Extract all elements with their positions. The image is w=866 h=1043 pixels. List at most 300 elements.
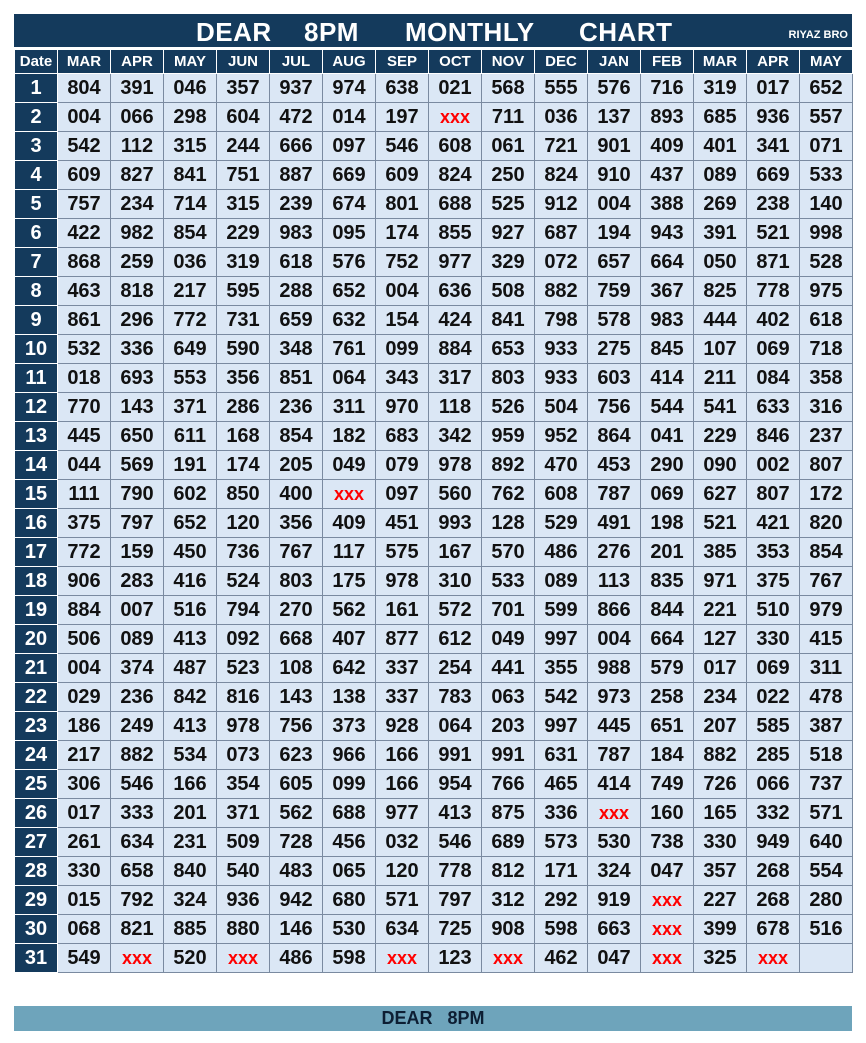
result-cell: 841: [164, 161, 217, 190]
table-row: [15, 190, 853, 219]
table-row: [15, 770, 853, 799]
result-cell: 021: [429, 74, 482, 103]
result-cell: 618: [270, 248, 323, 277]
result-cell: 756: [270, 712, 323, 741]
result-cell: 065: [323, 857, 376, 886]
result-cell: 324: [164, 886, 217, 915]
result-cell: 337: [376, 654, 429, 683]
result-cell: 388: [641, 190, 694, 219]
result-cell: 997: [535, 625, 588, 654]
result-cell: 254: [429, 654, 482, 683]
result-cell: 820: [800, 509, 853, 538]
month-column-header: FEB: [641, 50, 694, 74]
table-row: [15, 277, 853, 306]
date-cell: 15: [15, 480, 58, 509]
result-cell: 441: [482, 654, 535, 683]
result-cell: 445: [588, 712, 641, 741]
result-cell: 414: [588, 770, 641, 799]
result-cell: 803: [482, 364, 535, 393]
result-cell: 330: [747, 625, 800, 654]
result-cell: 663: [588, 915, 641, 944]
result-cell: 486: [270, 944, 323, 973]
missing-result-cell: xxx: [482, 944, 535, 973]
table-row: [15, 451, 853, 480]
result-cell: 348: [270, 335, 323, 364]
result-cell: 143: [270, 683, 323, 712]
result-cell: 238: [747, 190, 800, 219]
result-cell: 974: [323, 74, 376, 103]
result-cell: 919: [588, 886, 641, 915]
month-column-header: SEP: [376, 50, 429, 74]
result-cell: 726: [694, 770, 747, 799]
result-cell: 399: [694, 915, 747, 944]
result-cell: 871: [747, 248, 800, 277]
result-cell: 841: [482, 306, 535, 335]
result-cell: 002: [747, 451, 800, 480]
result-cell: 714: [164, 190, 217, 219]
result-cell: 652: [323, 277, 376, 306]
result-cell: 099: [376, 335, 429, 364]
result-cell: 666: [270, 132, 323, 161]
result-cell: 069: [747, 654, 800, 683]
result-cell: 022: [747, 683, 800, 712]
result-cell: 887: [270, 161, 323, 190]
result-cell: 882: [535, 277, 588, 306]
missing-result-cell: xxx: [111, 944, 164, 973]
result-cell: 542: [535, 683, 588, 712]
result-cell: 269: [694, 190, 747, 219]
result-cell: 166: [376, 741, 429, 770]
result-cell: 688: [429, 190, 482, 219]
table-row: [15, 596, 853, 625]
result-cell: 041: [641, 422, 694, 451]
month-column-header: MAR: [58, 50, 111, 74]
date-cell: 23: [15, 712, 58, 741]
month-column-header: DEC: [535, 50, 588, 74]
result-cell: 234: [694, 683, 747, 712]
result-cell: 728: [270, 828, 323, 857]
result-cell: 516: [164, 596, 217, 625]
result-cell: 928: [376, 712, 429, 741]
result-cell: 687: [535, 219, 588, 248]
result-cell: 231: [164, 828, 217, 857]
result-cell: 317: [429, 364, 482, 393]
result-cell: 357: [217, 74, 270, 103]
result-cell: 794: [217, 596, 270, 625]
result-cell: 089: [694, 161, 747, 190]
result-cell: 821: [111, 915, 164, 944]
result-cell: 400: [270, 480, 323, 509]
table-row: [15, 567, 853, 596]
month-column-header: OCT: [429, 50, 482, 74]
table-row: [15, 132, 853, 161]
result-cell: 332: [747, 799, 800, 828]
result-cell: 462: [535, 944, 588, 973]
result-cell: 598: [535, 915, 588, 944]
result-cell: 840: [164, 857, 217, 886]
result-cell: 664: [641, 248, 694, 277]
result-cell: 970: [376, 393, 429, 422]
result-cell: 818: [111, 277, 164, 306]
result-cell: 064: [429, 712, 482, 741]
result-cell: 766: [482, 770, 535, 799]
result-cell: 752: [376, 248, 429, 277]
result-cell: 413: [164, 712, 217, 741]
result-cell: 952: [535, 422, 588, 451]
result-cell: 407: [323, 625, 376, 654]
result-cell: 229: [694, 422, 747, 451]
result-cell: 659: [270, 306, 323, 335]
date-cell: 13: [15, 422, 58, 451]
result-cell: 046: [164, 74, 217, 103]
result-cell: 414: [641, 364, 694, 393]
result-cell: 966: [323, 741, 376, 770]
date-cell: 1: [15, 74, 58, 103]
result-cell: 356: [217, 364, 270, 393]
result-cell: 113: [588, 567, 641, 596]
result-cell: 146: [270, 915, 323, 944]
result-cell: 236: [270, 393, 323, 422]
chart-frame: [14, 14, 852, 1032]
table-row: [15, 480, 853, 509]
result-cell: 555: [535, 74, 588, 103]
date-cell: 3: [15, 132, 58, 161]
result-cell: 079: [376, 451, 429, 480]
footer-bar: DEAR 8PM: [14, 1006, 852, 1031]
result-cell: 032: [376, 828, 429, 857]
result-cell: 797: [111, 509, 164, 538]
result-cell: 508: [482, 277, 535, 306]
result-cell: 751: [217, 161, 270, 190]
result-cell: 825: [694, 277, 747, 306]
result-cell: 450: [164, 538, 217, 567]
result-cell: 557: [800, 103, 853, 132]
result-cell: 154: [376, 306, 429, 335]
result-cell: 772: [58, 538, 111, 567]
result-cell: 678: [747, 915, 800, 944]
result-cell: 636: [429, 277, 482, 306]
result-cell: 123: [429, 944, 482, 973]
missing-result-cell: xxx: [641, 886, 694, 915]
result-cell: 201: [641, 538, 694, 567]
result-cell: 787: [588, 741, 641, 770]
result-cell: 456: [323, 828, 376, 857]
date-cell: 26: [15, 799, 58, 828]
month-column-header: JAN: [588, 50, 641, 74]
result-cell: 333: [111, 799, 164, 828]
result-cell: 470: [535, 451, 588, 480]
result-cell: 767: [270, 538, 323, 567]
result-cell: 884: [429, 335, 482, 364]
result-cell: 049: [482, 625, 535, 654]
result-cell: 770: [58, 393, 111, 422]
result-cell: 159: [111, 538, 164, 567]
result-cell: 004: [588, 625, 641, 654]
result-cell: 854: [800, 538, 853, 567]
result-cell: 885: [164, 915, 217, 944]
result-cell: 855: [429, 219, 482, 248]
result-cell: 572: [429, 596, 482, 625]
result-cell: 249: [111, 712, 164, 741]
result-cell: 316: [800, 393, 853, 422]
result-cell: 416: [164, 567, 217, 596]
result-cell: 778: [747, 277, 800, 306]
result-cell: 669: [323, 161, 376, 190]
result-cell: 089: [111, 625, 164, 654]
result-cell: 603: [588, 364, 641, 393]
result-cell: 533: [800, 161, 853, 190]
result-cell: 523: [217, 654, 270, 683]
result-cell: 330: [694, 828, 747, 857]
missing-result-cell: xxx: [323, 480, 376, 509]
date-cell: 25: [15, 770, 58, 799]
table-row: [15, 248, 853, 277]
result-cell: 652: [164, 509, 217, 538]
result-cell: 140: [800, 190, 853, 219]
result-cell: 716: [641, 74, 694, 103]
table-row: [15, 944, 853, 973]
result-cell: 337: [376, 683, 429, 712]
result-cell: 207: [694, 712, 747, 741]
result-cell: 036: [535, 103, 588, 132]
result-cell: 108: [270, 654, 323, 683]
result-cell: 936: [217, 886, 270, 915]
table-row: [15, 509, 853, 538]
date-column-header: Date: [15, 50, 58, 74]
result-cell: 778: [429, 857, 482, 886]
result-cell: 315: [164, 132, 217, 161]
table-row: [15, 103, 853, 132]
table-row: [15, 683, 853, 712]
result-cell: 306: [58, 770, 111, 799]
result-cell: 465: [535, 770, 588, 799]
result-cell: 375: [747, 567, 800, 596]
result-cell: 530: [323, 915, 376, 944]
missing-result-cell: xxx: [641, 915, 694, 944]
result-cell: 541: [694, 393, 747, 422]
result-cell: 534: [164, 741, 217, 770]
result-cell: 191: [164, 451, 217, 480]
result-cell: 336: [111, 335, 164, 364]
result-cell: 227: [694, 886, 747, 915]
month-column-header: AUG: [323, 50, 376, 74]
result-cell: 510: [747, 596, 800, 625]
result-cell: 568: [482, 74, 535, 103]
result-cell: 007: [111, 596, 164, 625]
result-cell: 530: [588, 828, 641, 857]
date-cell: 30: [15, 915, 58, 944]
result-cell: 203: [482, 712, 535, 741]
month-column-header: JUN: [217, 50, 270, 74]
result-cell: 602: [164, 480, 217, 509]
result-cell: 391: [694, 219, 747, 248]
result-cell: 194: [588, 219, 641, 248]
result-cell: 827: [111, 161, 164, 190]
result-cell: 977: [429, 248, 482, 277]
result-cell: 371: [164, 393, 217, 422]
result-cell: 047: [641, 857, 694, 886]
result-cell: 542: [58, 132, 111, 161]
result-cell: 504: [535, 393, 588, 422]
date-cell: 8: [15, 277, 58, 306]
missing-result-cell: xxx: [429, 103, 482, 132]
result-cell: 608: [535, 480, 588, 509]
result-cell: 099: [323, 770, 376, 799]
result-cell: 975: [800, 277, 853, 306]
result-cell: 854: [270, 422, 323, 451]
result-cell: 824: [535, 161, 588, 190]
result-cell: 595: [217, 277, 270, 306]
result-cell: 401: [694, 132, 747, 161]
result-cell: 018: [58, 364, 111, 393]
result-cell: 549: [58, 944, 111, 973]
result-cell: 882: [694, 741, 747, 770]
result-cell: 341: [747, 132, 800, 161]
result-cell: 680: [323, 886, 376, 915]
result-cell: 237: [800, 422, 853, 451]
result-cell: 649: [164, 335, 217, 364]
date-cell: 2: [15, 103, 58, 132]
result-cell: 066: [747, 770, 800, 799]
result-cell: 936: [747, 103, 800, 132]
date-cell: 16: [15, 509, 58, 538]
result-cell: 283: [111, 567, 164, 596]
result-cell: 978: [429, 451, 482, 480]
result-cell: 979: [800, 596, 853, 625]
result-cell: 259: [111, 248, 164, 277]
table-row: [15, 393, 853, 422]
result-cell: 445: [58, 422, 111, 451]
result-cell: 977: [376, 799, 429, 828]
missing-result-cell: xxx: [588, 799, 641, 828]
result-cell: 296: [111, 306, 164, 335]
result-cell: 943: [641, 219, 694, 248]
table-row: [15, 741, 853, 770]
result-cell: 562: [323, 596, 376, 625]
result-cell: 525: [482, 190, 535, 219]
result-cell: 609: [58, 161, 111, 190]
result-cell: 004: [376, 277, 429, 306]
result-cell: 812: [482, 857, 535, 886]
result-cell: 004: [58, 103, 111, 132]
month-column-header: JUL: [270, 50, 323, 74]
result-cell: 520: [164, 944, 217, 973]
result-cell: 767: [800, 567, 853, 596]
result-cell: 718: [800, 335, 853, 364]
result-cell: 097: [376, 480, 429, 509]
result-cell: 049: [323, 451, 376, 480]
result-cell: 803: [270, 567, 323, 596]
result-cell: 685: [694, 103, 747, 132]
result-cell: 529: [535, 509, 588, 538]
result-cell: 569: [111, 451, 164, 480]
result-cell: 111: [58, 480, 111, 509]
date-cell: 27: [15, 828, 58, 857]
result-cell: 528: [800, 248, 853, 277]
result-cell: 166: [164, 770, 217, 799]
date-cell: 21: [15, 654, 58, 683]
result-cell: 017: [58, 799, 111, 828]
result-cell: 807: [800, 451, 853, 480]
month-column-header: APR: [111, 50, 164, 74]
result-cell: 571: [800, 799, 853, 828]
result-cell: 892: [482, 451, 535, 480]
result-cell: 991: [482, 741, 535, 770]
result-cell: 657: [588, 248, 641, 277]
table-row: [15, 74, 853, 103]
result-cell: 571: [376, 886, 429, 915]
result-cell: 285: [747, 741, 800, 770]
result-cell: 850: [217, 480, 270, 509]
result-cell: 573: [535, 828, 588, 857]
result-cell: 526: [482, 393, 535, 422]
result-cell: 329: [482, 248, 535, 277]
result-cell: 319: [217, 248, 270, 277]
result-cell: 711: [482, 103, 535, 132]
result-cell: 653: [482, 335, 535, 364]
result-cell: 175: [323, 567, 376, 596]
result-cell: 073: [217, 741, 270, 770]
date-cell: 31: [15, 944, 58, 973]
result-cell: 634: [376, 915, 429, 944]
result-cell: 884: [58, 596, 111, 625]
date-cell: 7: [15, 248, 58, 277]
table-row: [15, 422, 853, 451]
result-cell: 576: [588, 74, 641, 103]
result-cell: 391: [111, 74, 164, 103]
table-row: [15, 538, 853, 567]
result-cell: 017: [694, 654, 747, 683]
result-cell: 268: [747, 857, 800, 886]
result-cell: 546: [111, 770, 164, 799]
result-cell: 107: [694, 335, 747, 364]
date-cell: 19: [15, 596, 58, 625]
result-cell: 072: [535, 248, 588, 277]
result-cell: 689: [482, 828, 535, 857]
result-cell: 731: [217, 306, 270, 335]
table-row: [15, 712, 853, 741]
result-cell: 444: [694, 306, 747, 335]
result-cell: 816: [217, 683, 270, 712]
result-cell: 618: [800, 306, 853, 335]
result-cell: 166: [376, 770, 429, 799]
result-cell: 409: [641, 132, 694, 161]
result-cell: 540: [217, 857, 270, 886]
date-cell: 22: [15, 683, 58, 712]
result-cell: 631: [535, 741, 588, 770]
result-cell: 069: [641, 480, 694, 509]
title-word-chart: CHART: [579, 17, 673, 47]
result-cell: 762: [482, 480, 535, 509]
result-cell: 906: [58, 567, 111, 596]
result-cell: 128: [482, 509, 535, 538]
result-cell: 790: [111, 480, 164, 509]
result-cell: 288: [270, 277, 323, 306]
result-cell: 015: [58, 886, 111, 915]
result-cell: 422: [58, 219, 111, 248]
result-cell: 864: [588, 422, 641, 451]
result-cell: 292: [535, 886, 588, 915]
result-cell: 276: [588, 538, 641, 567]
result-cell: 229: [217, 219, 270, 248]
date-cell: 29: [15, 886, 58, 915]
result-cell: 355: [535, 654, 588, 683]
result-cell: 353: [747, 538, 800, 567]
result-cell: 319: [694, 74, 747, 103]
result-cell: 310: [429, 567, 482, 596]
result-cell: 161: [376, 596, 429, 625]
result-cell: 605: [270, 770, 323, 799]
